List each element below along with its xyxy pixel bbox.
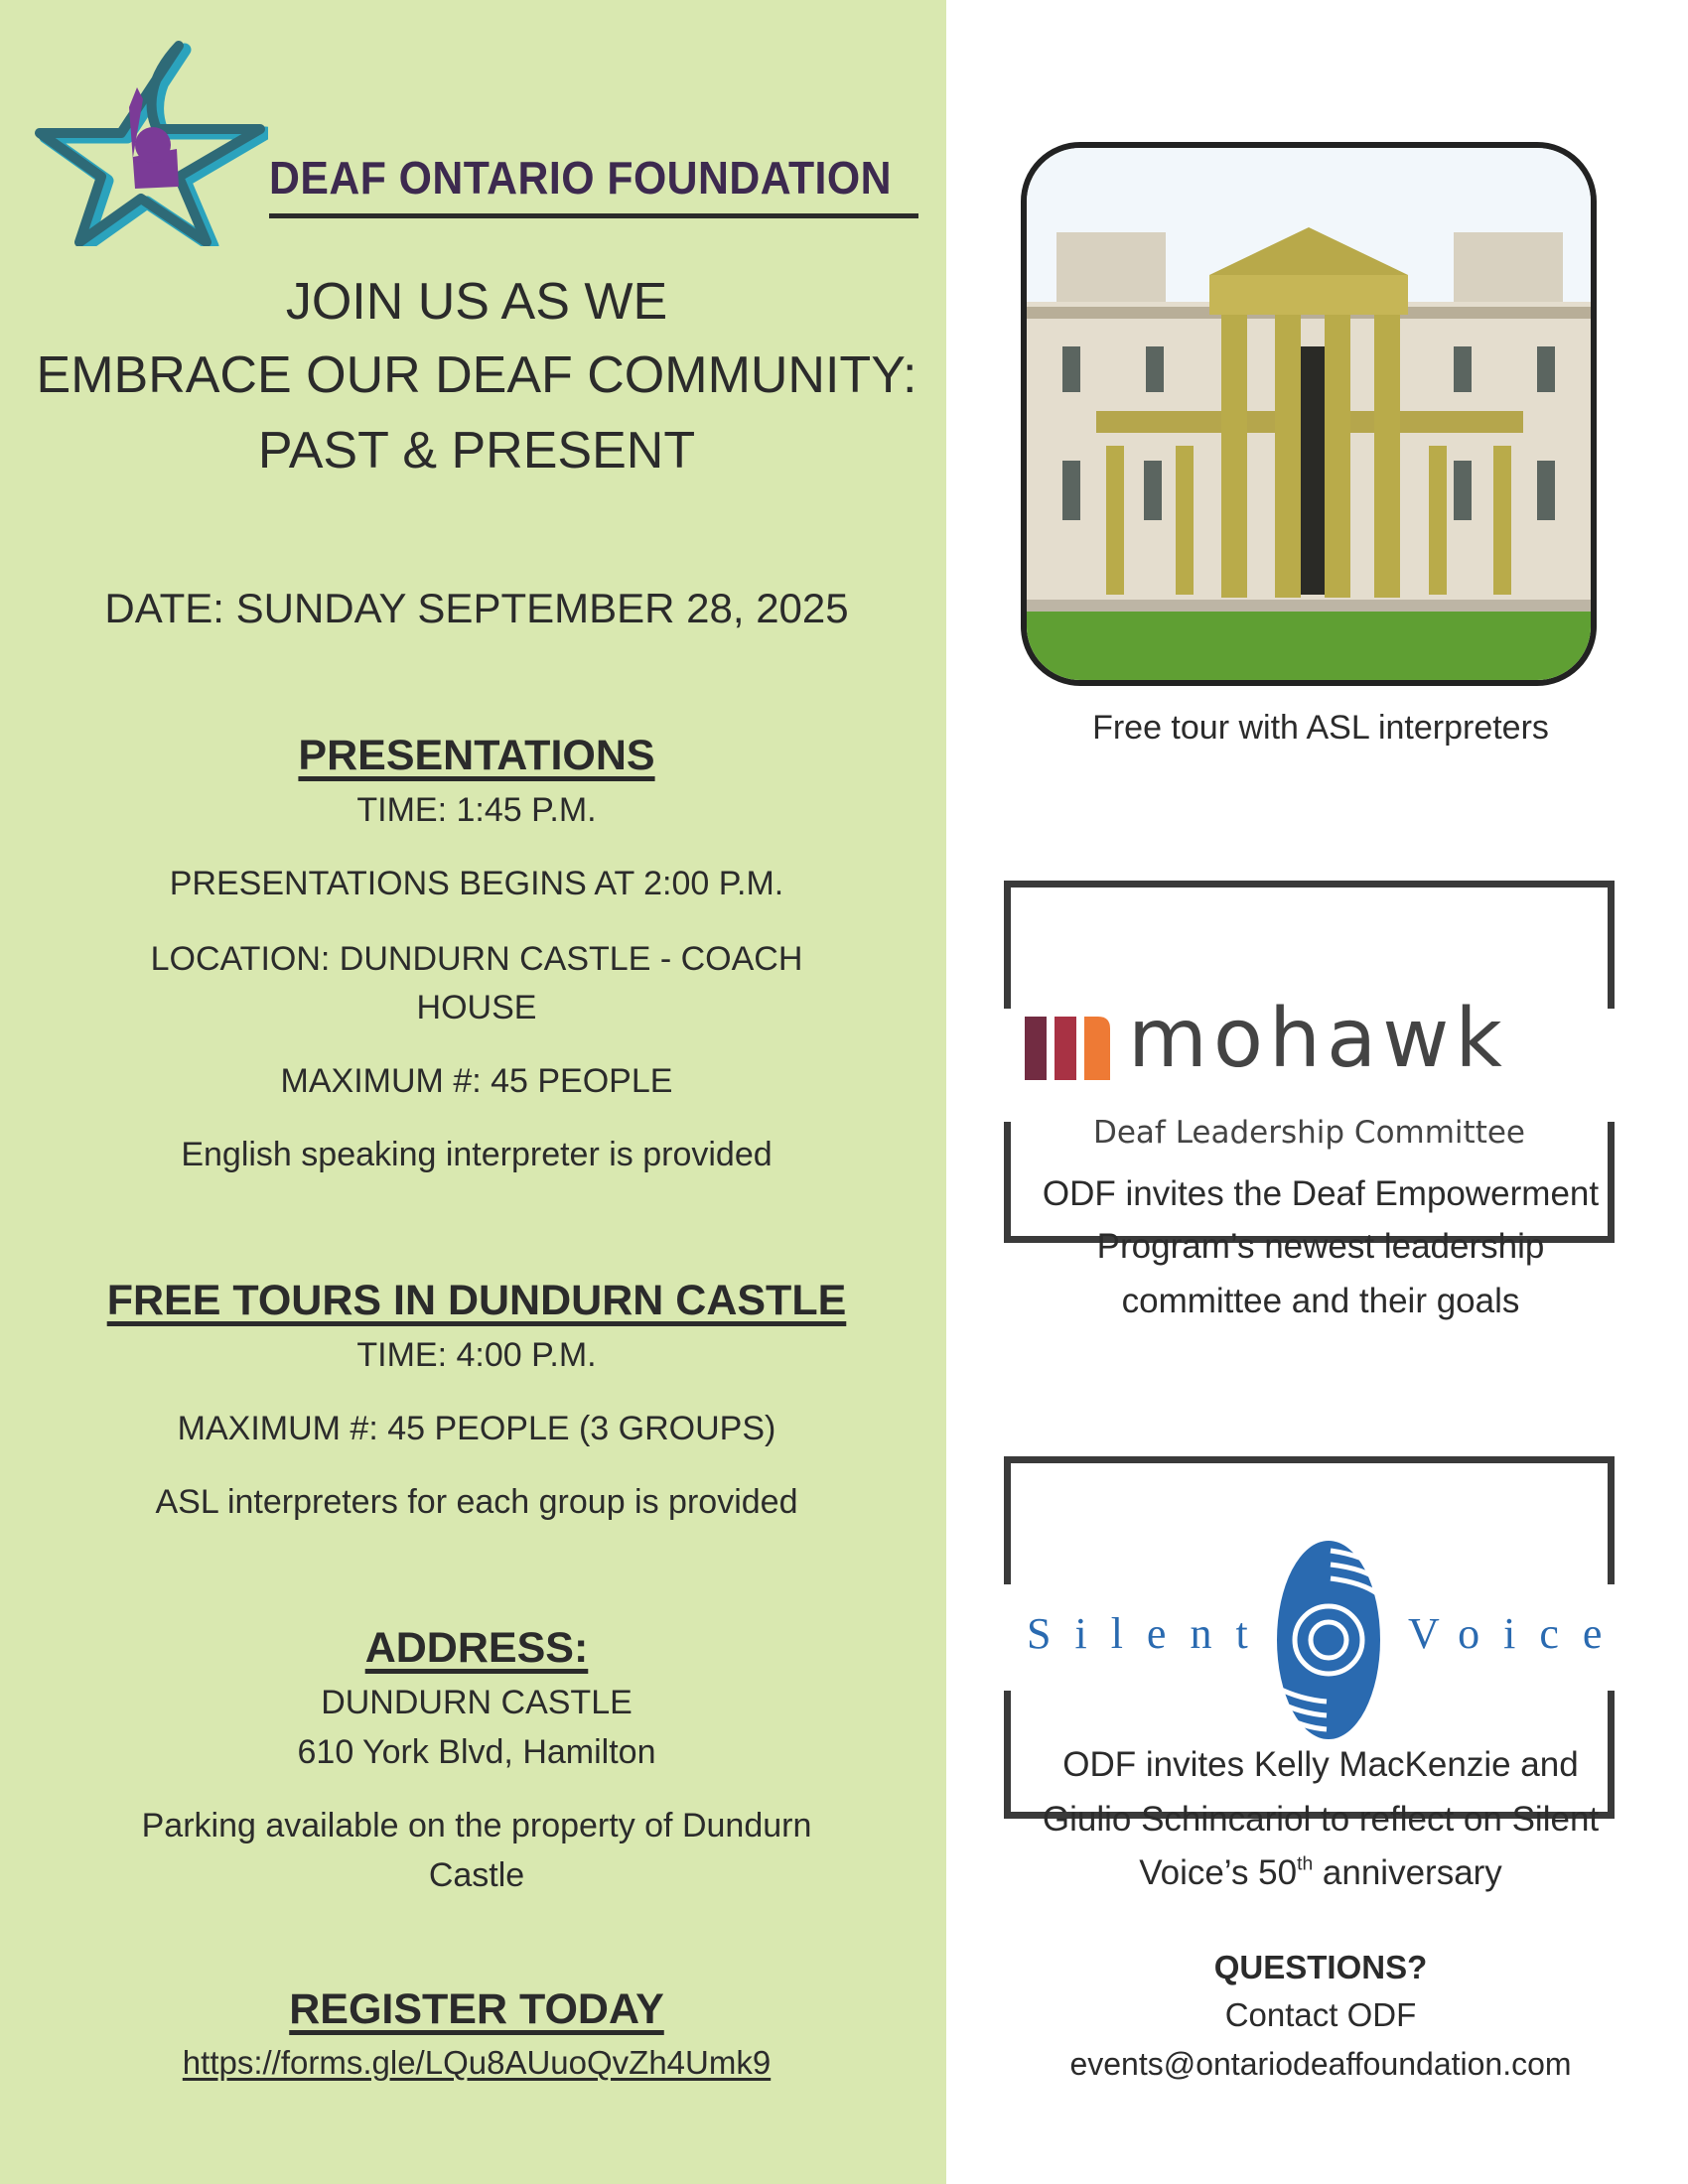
mohawk-wordmark: mohawk (1128, 992, 1508, 1086)
silent-voice-caption-3 (953, 1855, 1688, 1890)
org-title-underline (269, 213, 918, 218)
address-heading: ADDRESS: (364, 1624, 589, 1672)
mohawk-bars-icon (1025, 1017, 1114, 1085)
caption-text: Voice’s 50 (1139, 1853, 1298, 1892)
mohawk-caption-2: Program’s newest leadership (1096, 1227, 1545, 1266)
hero-line-1: JOIN US AS WE (285, 273, 668, 331)
mohawk-subtitle: Deaf Leadership Committee (1092, 1115, 1525, 1151)
parking-line-1: Parking available on the property of Dundurn (141, 1807, 812, 1844)
contact-label: Contact ODF (1224, 1996, 1417, 2033)
hero-line-2: EMBRACE OUR DEAF COMMUNITY: (36, 346, 917, 404)
presentations-location-1: LOCATION: DUNDURN CASTLE - COACH (150, 940, 803, 978)
parking-line-2: Castle (428, 1856, 525, 1894)
ordinal-suffix: th (1297, 1853, 1314, 1875)
silent-voice-caption-2: Giulio Schincariol to reflect on Silent (1042, 1800, 1600, 1839)
tours-time: TIME: 4:00 P.M. (356, 1336, 597, 1374)
address-name: DUNDURN CASTLE (321, 1684, 633, 1721)
silent-voice-word-right: Voice (1408, 1609, 1626, 1658)
mohawk-caption-3: committee and their goals (1121, 1282, 1520, 1320)
contact-email-link[interactable]: events@ontariodeaffoundation.com (1069, 2046, 1572, 2082)
register-heading: REGISTER TODAY (289, 1985, 664, 2033)
address-street: 610 York Blvd, Hamilton (297, 1733, 656, 1771)
presentations-maximum: MAXIMUM #: 45 PEOPLE (280, 1062, 673, 1100)
register-link[interactable]: https://forms.gle/LQu8AUuoQvZh4Umk9 (182, 2044, 772, 2081)
presentations-heading: PRESENTATIONS (298, 732, 655, 779)
org-title: DEAF ONTARIO FOUNDATION (269, 152, 892, 204)
presentations-location-2: HOUSE (416, 989, 537, 1026)
event-date: DATE: SUNDAY SEPTEMBER 28, 2025 (104, 585, 849, 631)
questions-heading: QUESTIONS? (1213, 1949, 1428, 1985)
odf-star-logo-icon (30, 38, 268, 246)
presentations-begins: PRESENTATIONS BEGINS AT 2:00 P.M. (169, 865, 784, 902)
hero-line-3: PAST & PRESENT (257, 422, 696, 479)
presentations-time: TIME: 1:45 P.M. (356, 791, 597, 829)
dundurn-castle-photo (1021, 142, 1597, 686)
presentations-interpreter: English speaking interpreter is provided (181, 1136, 773, 1173)
mohawk-caption-1: ODF invites the Deaf Empowerment (1042, 1174, 1600, 1213)
tours-maximum: MAXIMUM #: 45 PEOPLE (3 GROUPS) (177, 1410, 776, 1447)
silent-voice-caption-1: ODF invites Kelly MacKenzie and (1062, 1745, 1579, 1784)
silent-voice-swirl-icon (1271, 1531, 1390, 1754)
caption-text: anniversary (1313, 1853, 1502, 1892)
silent-voice-word-left: Silent (1027, 1609, 1272, 1658)
tours-heading: FREE TOURS IN DUNDURN CASTLE (106, 1277, 847, 1324)
tours-interpreter: ASL interpreters for each group is provided (155, 1483, 798, 1521)
photo-caption: Free tour with ASL interpreters (1092, 709, 1549, 747)
